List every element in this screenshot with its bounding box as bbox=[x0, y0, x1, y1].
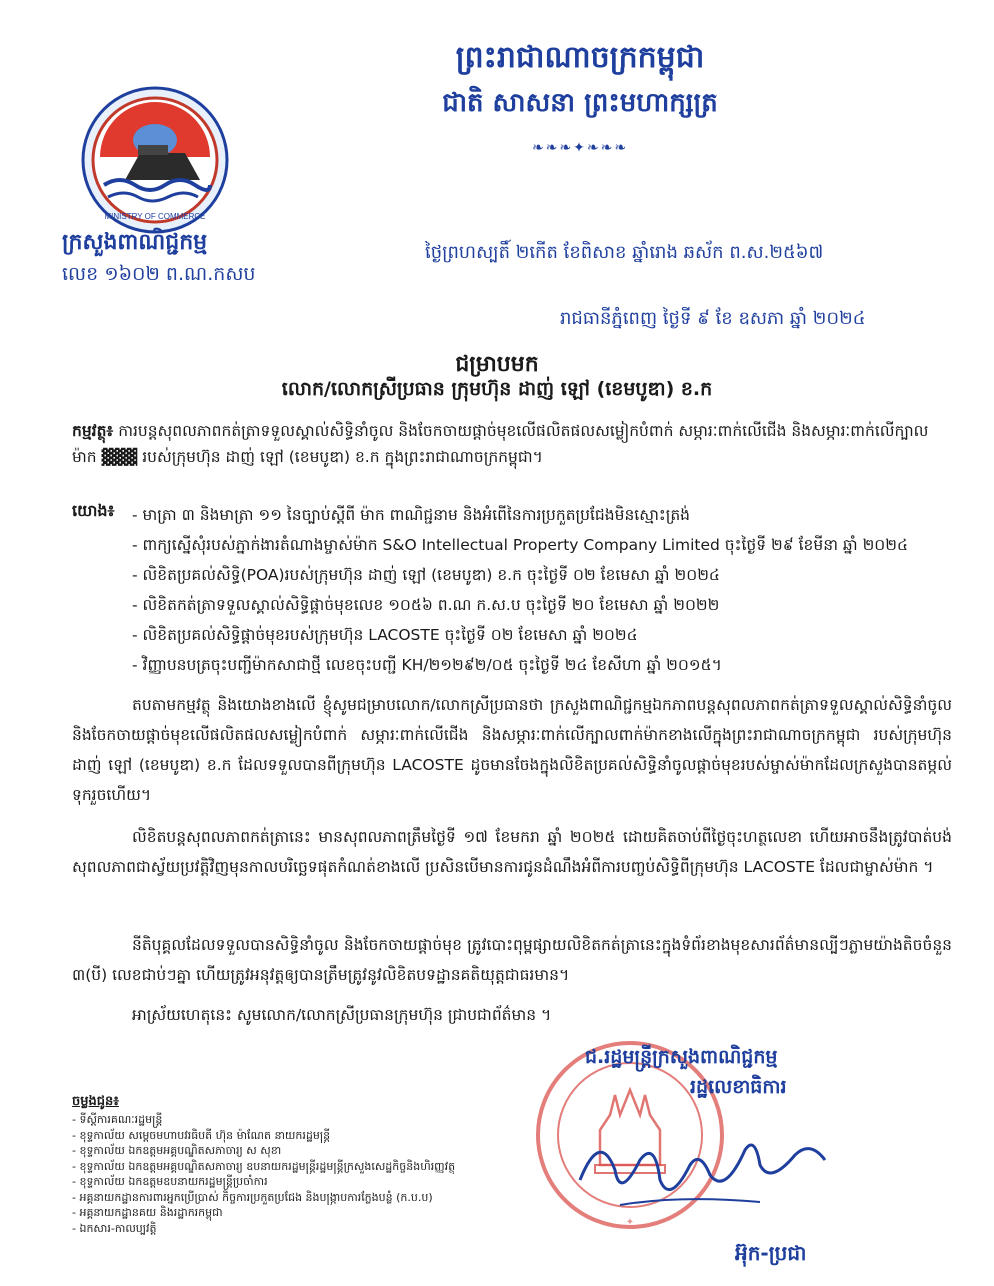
letter-heading: ជម្រាបមក bbox=[455, 352, 539, 377]
distribution-item: - អគ្គនាយកដ្ឋានការពារអ្នកប្រើប្រាស់ កិច្ចការប្រកួតប្រជែង និងបង្ក្រាបការក្លែងបន្លំ (ក.ប.ប) bbox=[72, 1190, 433, 1204]
distribution-item: - ទីស្តីការគណៈរដ្ឋមន្ត្រី bbox=[72, 1113, 163, 1126]
reference-item: - លិខិតប្រគល់សិទ្ធិផ្តាច់មុខរបស់ក្រុមហ៊ុន LACOSTE ចុះថ្ងៃទី ០២ ខែមេសា ឆ្នាំ ២០២៤ bbox=[132, 626, 638, 644]
distribution-label: ចម្លងជូន៖ bbox=[72, 1094, 119, 1109]
body-paragraph: នីតិបុគ្គលដែលទទួលបានសិទ្ធិនាំចូល និងចែកចាយផ្តាច់មុខ ត្រូវបោះពុម្ពផ្សាយលិខិតកត់ត្រានេះក្នុងទំព័រខាងមុខសារព័ត៌មានល្បីៗភ្លាមយ៉ាងតិចចំនួន ៣(បី) លេខជាប់ៗគ្នា ហើយត្រូវអនុវត្តឲ្យបានត្រឹមត្រូវនូវលិខិតបទដ្ឋានគតិយុត្តជាធរមាន។ bbox=[72, 936, 952, 984]
svg-text:MINISTRY OF COMMERCE: MINISTRY OF COMMERCE bbox=[104, 212, 206, 221]
distribution-item: - ខុទ្ទកាល័យ ឯកឧត្តមអគ្គបណ្ឌិតសភាចារ្យ ស សុខា bbox=[72, 1144, 282, 1157]
ministry-name: ក្រសួងពាណិជ្ជកម្ម bbox=[62, 230, 208, 255]
national-motto: ជាតិ សាសនា ព្រះមហាក្សត្រ bbox=[442, 88, 718, 118]
distribution-list bbox=[72, 1112, 492, 1236]
svg-text:✦: ✦ bbox=[625, 1217, 635, 1228]
distribution-item: - ឯកសារ-កាលប្បវត្តិ bbox=[72, 1221, 157, 1235]
handwritten-signature bbox=[560, 1110, 840, 1220]
distribution-item: - ខុទ្ទកាល័យ ឯកឧត្តមឧបនាយករដ្ឋមន្ត្រីប្រចាំការ bbox=[72, 1175, 268, 1188]
reference-item: - មាត្រា ៣ និងមាត្រា ១១ នៃច្បាប់ស្តីពី ម៉ាក ពាណិជ្ជនាម និងអំពើនៃការប្រកួតប្រជែងមិនស្មោះត្រង់ bbox=[132, 506, 690, 524]
distribution-item: - ខុទ្ទកាល័យ ឯកឧត្តមអគ្គបណ្ឌិតសភាចារ្យ ឧបនាយករដ្ឋមន្ត្រីរដ្ឋមន្ត្រីក្រសួងសេដ្ឋកិច្ចនិងហិរញ្ញវត្ថុ bbox=[72, 1159, 456, 1173]
closing-paragraph: អាស្រ័យហេតុនេះ សូមលោក/លោកស្រីប្រធានក្រុមហ៊ុន ជ្រាបជាព័ត៌មាន ។ bbox=[132, 1006, 552, 1024]
place-date: រាជធានីភ្នំពេញ ថ្ងៃទី ៩ ខែ ឧសភា ឆ្នាំ ២០២៤ bbox=[560, 308, 866, 329]
reference-item: - លិខិតប្រគល់សិទ្ធិ(POA)របស់ក្រុមហ៊ុន ដាញ់ ឡៅ (ខេមបូឌា) ខ.ក ចុះថ្ងៃទី ០២ ខែមេសា ឆ្នាំ ២០២៤ bbox=[132, 566, 720, 584]
reference-item: - វិញ្ញាបនបត្រចុះបញ្ជីម៉ាកសាជាថ្មី លេខចុះបញ្ជី KH/២១២៩២/០៥ ចុះថ្ងៃទី ២៤ ខែសីហា ឆ្នាំ ២០១៥។ bbox=[132, 656, 722, 674]
signatory-title: ជ.រដ្ឋមន្ត្រីក្រសួងពាណិជ្ជកម្ម bbox=[585, 1046, 778, 1068]
body-paragraph: តបតាមកម្មវត្ថុ និងយោងខាងលើ ខ្ញុំសូមជម្រាបលោក/លោកស្រីប្រធានថា ក្រសួងពាណិជ្ជកម្មឯកភាពបន្តសុពលភាពកត់ត្រាទទួលស្គាល់សិទ្ធិនាំចូល និងចែកចាយផ្តាច់មុខលើផលិតផលសម្លៀកបំពាក់ សម្ភារៈពាក់លើជើង និងសម្ភារៈពាក់លើក្បាលពាក់ម៉ាកខាងលើក្នុងព្រះរាជាណាចក្រកម្ពុជា របស់ក្រុមហ៊ុន ដាញ់ ឡៅ (ខេមបូឌា) ខ.ក ដែលទទួលបានពីក្រុមហ៊ុន LACOSTE ដូចមានចែងក្នុងលិខិតប្រគល់សិទ្ធិនាំចូលផ្តាច់មុខរបស់ម្ចាស់ម៉ាកដែលក្រសួងបានតម្កល់ទុករួចហើយ។ bbox=[72, 696, 952, 804]
subject-text: ការបន្តសុពលភាពកត់ត្រាទទួលស្គាល់សិទ្ធិនាំចូល និងចែកចាយផ្តាច់មុខលើផលិតផលសម្លៀកបំពាក់ សម្ភារៈពាក់លើជើង និងសម្ភារៈពាក់លើក្បាលម៉ាក ▓▓▓ របស់ក្រុមហ៊ុន ដាញ់ ឡៅ (ខេមបូឌា) ខ.ក ក្នុងព្រះរាជាណាចក្រកម្ពុជា។ bbox=[72, 422, 929, 466]
reference-number: លេខ ១៦០២ ព.ណ.កសប bbox=[62, 263, 256, 285]
signatory-name: អ៊ុក-ប្រជា bbox=[735, 1241, 807, 1265]
lunar-date: ថ្ងៃព្រហស្បតិ៍ ២កើត ខែពិសាខ ឆ្នាំរោង ឆស័ក ព.ស.២៥៦៧ bbox=[425, 242, 824, 263]
references-list bbox=[132, 500, 952, 680]
ornament-divider: ❧❧❧✦❧❧❧ bbox=[531, 140, 629, 156]
subject-block bbox=[72, 418, 952, 470]
subject-label: កម្មវត្ថុ៖ bbox=[72, 422, 114, 440]
signatory-position: រដ្ឋលេខាធិការ bbox=[690, 1076, 787, 1098]
distribution-item: - អគ្គនាយកដ្ឋានគយ និងរដ្ឋាករកម្ពុជា bbox=[72, 1206, 223, 1219]
references-label: យោង៖ bbox=[72, 501, 115, 520]
distribution-item: - ខុទ្ទកាល័យ សម្តេចមហាបវរធិបតី ហ៊ុន ម៉ាណែត នាយករដ្ឋមន្ត្រី bbox=[72, 1128, 331, 1142]
ministry-seal bbox=[80, 85, 230, 235]
reference-item: - ពាក្យស្នើសុំរបស់ភ្នាក់ងារតំណាងម្ចាស់ម៉ាក S&O Intellectual Property Company Limited ចុះថ្ងៃទី ២៩ ខែមីនា ឆ្នាំ ២០២៤ bbox=[132, 536, 908, 554]
body-paragraph: លិខិតបន្តសុពលភាពកត់ត្រានេះ មានសុពលភាពត្រឹមថ្ងៃទី ១៧ ខែមករា ឆ្នាំ ២០២៥ ដោយគិតចាប់ពីថ្ងៃចុះហត្ថលេខា ហើយអាចនឹងត្រូវបាត់បង់សុពលភាពជាស្វ័យប្រវត្តិវិញមុនកាលបរិច្ឆេទផុតកំណត់ខាងលើ ប្រសិនបើមានការជូនដំណឹងអំពីការបញ្ចប់សិទ្ធិពីក្រុមហ៊ុន LACOSTE ដែលជាម្ចាស់ម៉ាក ។ bbox=[72, 828, 952, 876]
reference-item: - លិខិតកត់ត្រាទទួលស្គាល់សិទ្ធិផ្តាច់មុខលេខ ១០៥៦ ព.ណ ក.ស.ប ចុះថ្ងៃទី ២០ ខែមេសា ឆ្នាំ ២០២២ bbox=[132, 596, 720, 614]
kingdom-title: ព្រះរាជាណាចក្រកម្ពុជា bbox=[455, 40, 705, 75]
letter-recipient: លោក/លោកស្រីប្រធាន ក្រុមហ៊ុន ដាញ់ ឡៅ (ខេមបូឌា) ខ.ក bbox=[281, 378, 713, 400]
